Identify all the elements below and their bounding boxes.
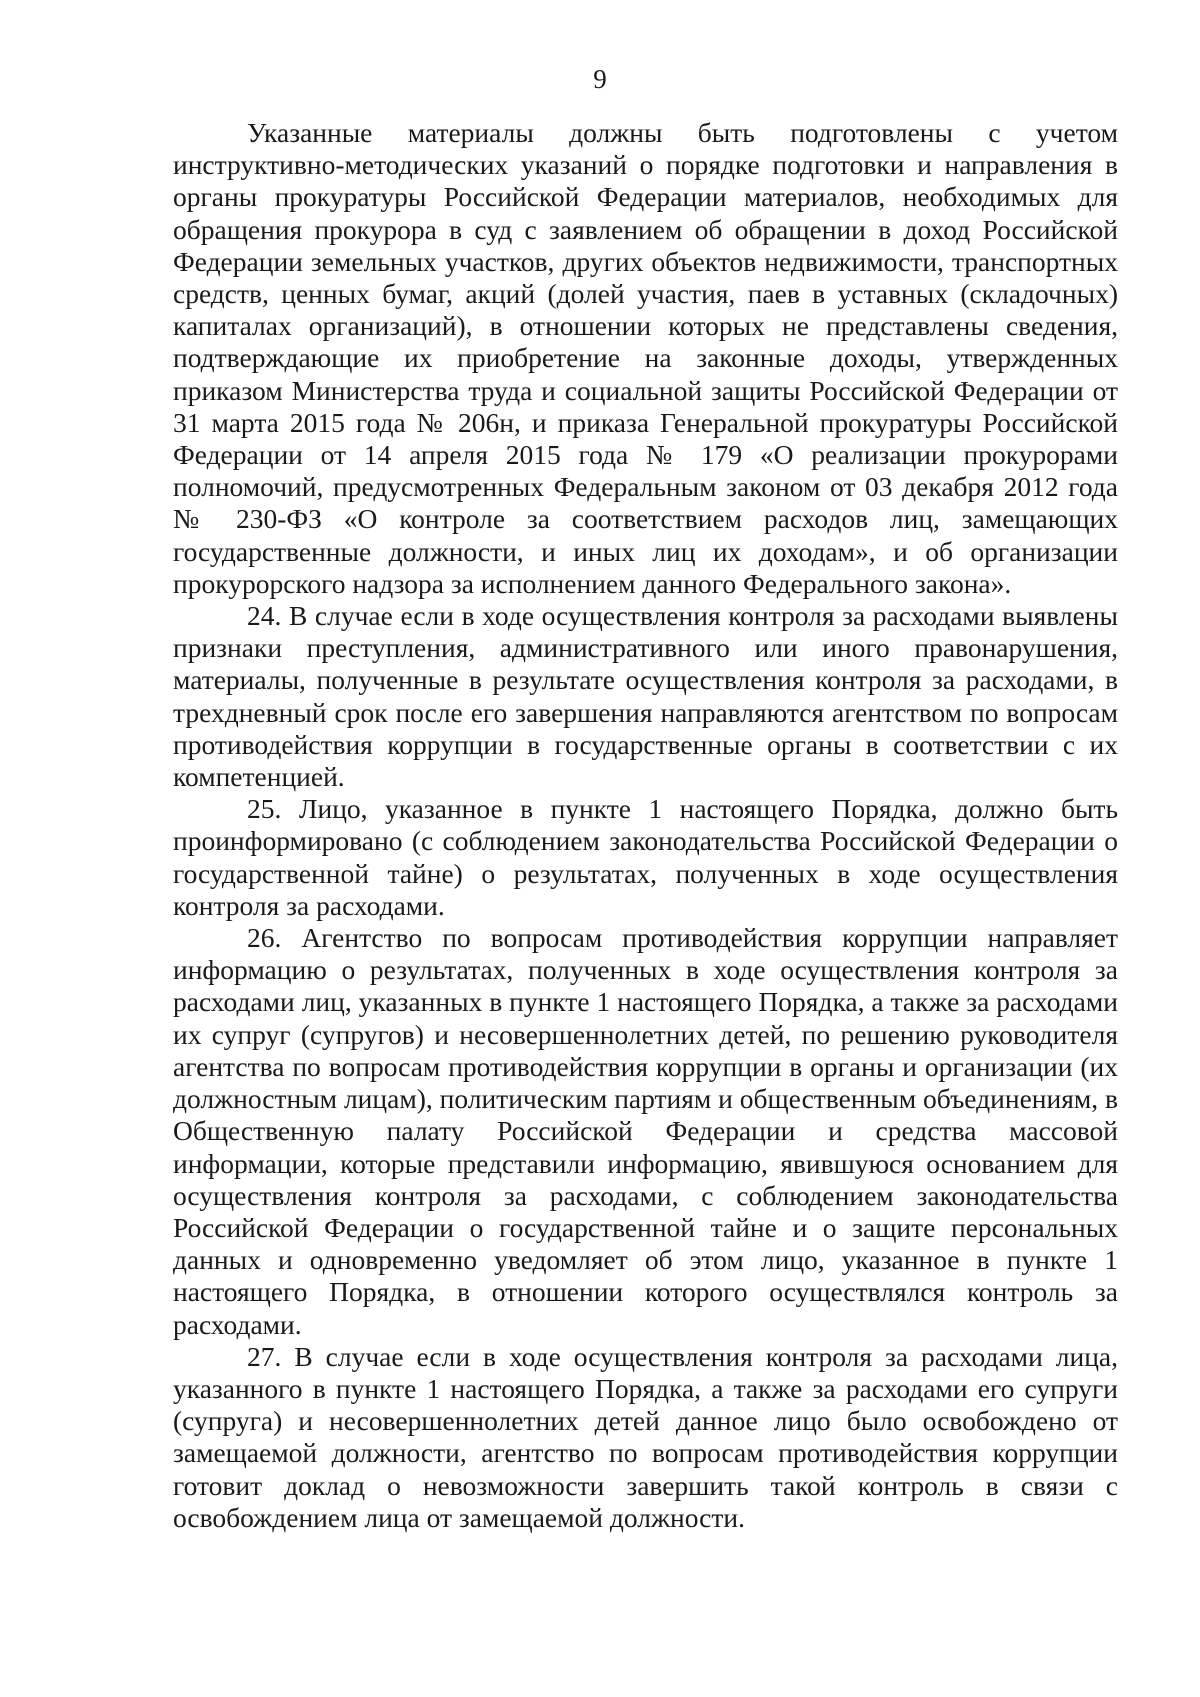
paragraph-24: 24. В случае если в ходе осуществления контроля за расходами выявлены признаки преступления, административного или иного правонарушения, материалы, полученные в результате осуществления контроля за расходами, в трехдневный срок после его завершения направляются агентством по вопросам противодействия коррупции в государственные органы в соответствии с их компетенцией.: [173, 600, 1118, 793]
paragraph-materials: Указанные материалы должны быть подготовлены с учетом инструктивно-методических указаний о порядке подготовки и направления в органы прокуратуры Российской Федерации материалов, необходимых для обращения прокурора в суд с заявлением об обращении в доход Российской Федерации земельных участков, других объектов недвижимости, транспортных средств, ценных бумаг, акций (долей участия, паев в уставных (складочных) капиталах организаций), в отношении которых не представлены сведения, подтверждающие их приобретение на законные доходы, утвержденных приказом Министерства труда и социальной защиты Российской Федерации от 31 марта 2015 года № 206н, и приказа Генеральной прокуратуры Российской Федерации от 14 апреля 2015 года № 179 «О реализации прокурорами полномочий, предусмотренных Федеральным законом от 03 декабря 2012 года № 230-ФЗ «О контроле за соответствием расходов лиц, замещающих государственные должности, и иных лиц их доходам», и об организации прокурорского надзора за исполнением данного Федерального закона».: [173, 117, 1118, 599]
paragraph-27: 27. В случае если в ходе осуществления контроля за расходами лица, указанного в пункте 1 настоящего Порядка, а также за расходами его супруги (супруга) и несовершеннолетних детей данное лицо было освобождено от замещаемой должности, агентство по вопросам противодействия коррупции готовит доклад о невозможности завершить такой контроль в связи с освобождением лица от замещаемой должности.: [173, 1340, 1118, 1533]
paragraph-25: 25. Лицо, указанное в пункте 1 настоящего Порядка, должно быть проинформировано (с соблюдением законодательства Российской Федерации о государственной тайне) о результатах, полученных в ходе осуществления контроля за расходами.: [173, 793, 1118, 921]
document-body: [173, 117, 1118, 1534]
paragraph-26: 26. Агентство по вопросам противодействия коррупции направляет информацию о результатах, полученных в ходе осуществления контроля за расходами лиц, указанных в пункте 1 настоящего Порядка, а также за расходами их супруг (супругов) и несовершеннолетних детей, по решению руководителя агентства по вопросам противодействия коррупции в органы и организации (их должностным лицам), политическим партиям и общественным объединениям, в Общественную палату Российской Федерации и средства массовой информации, которые представили информацию, явившуюся основанием для осуществления контроля за расходами, с соблюдением законодательства Российской Федерации о государственной тайне и о защите персональных данных и одновременно уведомляет об этом лицо, указанное в пункте 1 настоящего Порядка, в отношении которого осуществлялся контроль за расходами.: [173, 922, 1118, 1340]
page-number: 9: [593, 64, 607, 94]
